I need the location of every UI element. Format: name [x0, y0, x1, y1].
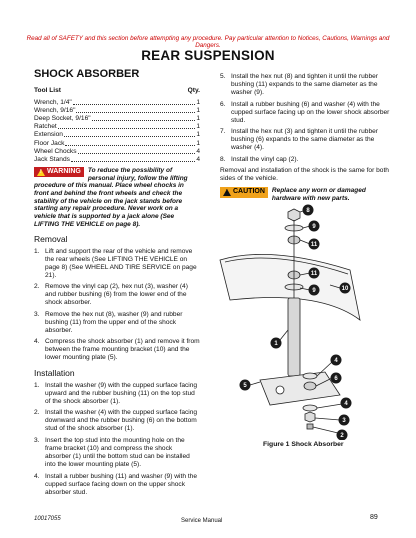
callout-label: 11 — [310, 242, 318, 249]
right-column — [220, 73, 395, 203]
step-text: Insert the top stud into the mounting hole on the frame bracket (10) and compress the shock absorber (1) until the bottom stud can be installed into the lower mounting plate (5). — [45, 437, 190, 469]
tool-list-label: Tool List — [34, 87, 61, 95]
removal-heading: Removal — [34, 234, 68, 245]
leader-dots — [78, 153, 196, 154]
step-text: Install a rubber bushing (11) and washer (9) with the cupped surface facing down on the upper shock absorber stud. — [45, 472, 197, 496]
safety-banner: Read all of SAFETY and this section before attempting any procedure. Pay particular attention to Notices, Cautions, Warnings and Dangers. — [26, 35, 390, 49]
step-text: Install the hex nut (3) and tighten it until the rubber bushing (6) expands to the same diameter as the washer (4). — [231, 128, 378, 152]
tool-name: Extension — [34, 131, 63, 139]
step-item — [34, 409, 200, 433]
tool-row — [34, 123, 200, 131]
callout-label: 3 — [342, 418, 346, 425]
step-text: Compress the shock absorber (1) and remove it from between the frame mounting bracket (10) and the lower mounting plate (5). — [45, 338, 200, 362]
step-item — [220, 128, 395, 152]
step-text: Install the hex nut (8) and tighten it until the rubber bushing (11) expands to the same diameter as the washer (9). — [231, 73, 378, 97]
tool-qty: 4 — [196, 155, 200, 163]
callout-label: 5 — [243, 383, 247, 390]
document-number: 10017055 — [34, 516, 61, 522]
warning-block — [34, 167, 200, 228]
step-text: Lift and support the rear of the vehicle and remove the rear wheels (See LIFTING THE VEHICLE on page 8) (See WHEEL AND TIRE SERVICE on page 21). — [45, 247, 197, 279]
installation-steps-right — [220, 73, 395, 164]
warning-label: WARNING — [47, 167, 81, 175]
step-text: Install the washer (4) with the cupped surface facing downward and the rubber bushing (6) on the bottom stud of the shock absorber (1). — [45, 409, 198, 433]
figure-caption: Figure 1 Shock Absorber — [263, 441, 344, 448]
tool-list-header — [34, 87, 200, 95]
callout-label: 1 — [274, 341, 278, 348]
step-item — [220, 73, 395, 97]
tool-qty: 1 — [196, 106, 200, 114]
step-item — [34, 382, 200, 406]
leader-dots — [92, 120, 196, 121]
installation-heading: Installation — [34, 368, 75, 379]
step-number: 4. — [34, 338, 40, 346]
tool-qty: 1 — [196, 98, 200, 106]
removal-steps — [34, 248, 200, 363]
warning-text: To reduce the possibility of personal injury, follow the lifting procedure of this manual. Place wheel chocks in front and behind the front wheels and check the stability of the vehicle on the jack stands before starting any repair procedure. Never work on a vehicle that is supported by a jack alone (See LIFTING THE VEHICLE on page 8). — [34, 166, 188, 228]
tool-name: Wrench, 9/16" — [34, 106, 76, 114]
leader-dots — [71, 161, 195, 162]
step-item — [220, 156, 395, 164]
callout-label: 11 — [310, 271, 318, 278]
installation-steps-left — [34, 382, 200, 497]
step-number: 5. — [220, 73, 226, 80]
caution-badge — [220, 187, 268, 197]
leader-dots — [65, 145, 195, 146]
tool-name: Ratchet — [34, 123, 57, 131]
leader-dots — [64, 136, 195, 137]
step-text: Install a rubber bushing (6) and washer (4) with the cupped surface facing up on the lower shock absorber stud. — [231, 100, 390, 124]
installation-note: Removal and installation of the shock is the same for both sides of the vehicle. — [220, 167, 389, 183]
tool-row — [34, 115, 200, 123]
step-number: 1. — [34, 247, 40, 255]
manual-title: Service Manual — [181, 518, 223, 524]
caution-label: CAUTION — [233, 188, 265, 196]
tool-qty: 1 — [196, 123, 200, 131]
callout-label: 4 — [334, 358, 338, 365]
leader-dots — [73, 104, 196, 105]
tool-name: Wheel Chocks — [34, 147, 77, 155]
callout-label: 9 — [312, 288, 316, 295]
leader-dots — [58, 128, 196, 129]
tool-row — [34, 98, 200, 106]
removal-section — [34, 234, 200, 362]
step-number: 7. — [220, 128, 226, 136]
step-text: Remove the hex nut (8), washer (9) and rubber bushing (11) from the upper end of the shock absorber. — [45, 310, 183, 334]
tool-row — [34, 107, 200, 115]
callout-label: 6 — [334, 376, 338, 383]
tool-row — [34, 131, 200, 139]
step-item — [34, 248, 200, 280]
step-number: 2. — [34, 409, 40, 417]
shock-absorber-diagram — [200, 200, 380, 440]
tool-name: Deep Socket, 9/16" — [34, 114, 91, 122]
callout-label: 9 — [312, 224, 316, 231]
step-number: 6. — [220, 100, 226, 108]
step-item — [34, 338, 200, 362]
step-item — [34, 473, 200, 497]
step-item — [220, 101, 395, 125]
callout-label: 2 — [340, 433, 344, 440]
step-number: 2. — [34, 283, 40, 291]
step-number: 1. — [34, 381, 40, 389]
step-item — [34, 311, 200, 335]
caution-icon — [223, 189, 231, 196]
tool-name: Wrench, 1/4" — [34, 98, 72, 106]
section-heading: SHOCK ABSORBER — [34, 68, 140, 80]
tool-qty: 1 — [196, 114, 200, 122]
tool-name: Jack Stands — [34, 155, 70, 163]
page-number: 89 — [370, 514, 378, 521]
step-text: Install the washer (9) with the cupped surface facing upward and the rubber bushing (11) on the top stud of the shock absorber (1). — [45, 381, 198, 405]
tool-list — [34, 98, 200, 164]
tool-row — [34, 139, 200, 147]
tool-row — [34, 148, 200, 156]
step-text: Remove the vinyl cap (2), hex nut (3), washer (4) and rubber bushing (6) from the lower end of the shock absorber. — [45, 283, 188, 307]
warning-icon — [37, 169, 45, 176]
step-text: Install the vinyl cap (2). — [231, 155, 299, 163]
warning-badge — [34, 167, 84, 177]
qty-label: Qty. — [187, 87, 200, 95]
tool-qty: 4 — [196, 147, 200, 155]
tool-qty: 1 — [196, 139, 200, 147]
step-number: 3. — [34, 437, 40, 444]
step-number: 4. — [34, 472, 40, 480]
left-column — [34, 68, 200, 500]
step-item — [34, 283, 200, 307]
caution-text: Replace any worn or damaged hardware with new parts. — [271, 187, 366, 203]
step-number: 8. — [220, 155, 226, 163]
tool-qty: 1 — [196, 131, 200, 139]
tool-row — [34, 156, 200, 164]
callout-label: 10 — [341, 286, 349, 293]
callout-label: 4 — [344, 401, 348, 408]
leader-dots — [76, 112, 195, 113]
step-item — [34, 437, 200, 469]
step-number: 3. — [34, 310, 40, 318]
installation-section — [34, 368, 200, 496]
page-title: REAR SUSPENSION — [141, 48, 275, 63]
callout-label: 8 — [306, 208, 310, 215]
tool-name: Floor Jack — [34, 139, 65, 147]
